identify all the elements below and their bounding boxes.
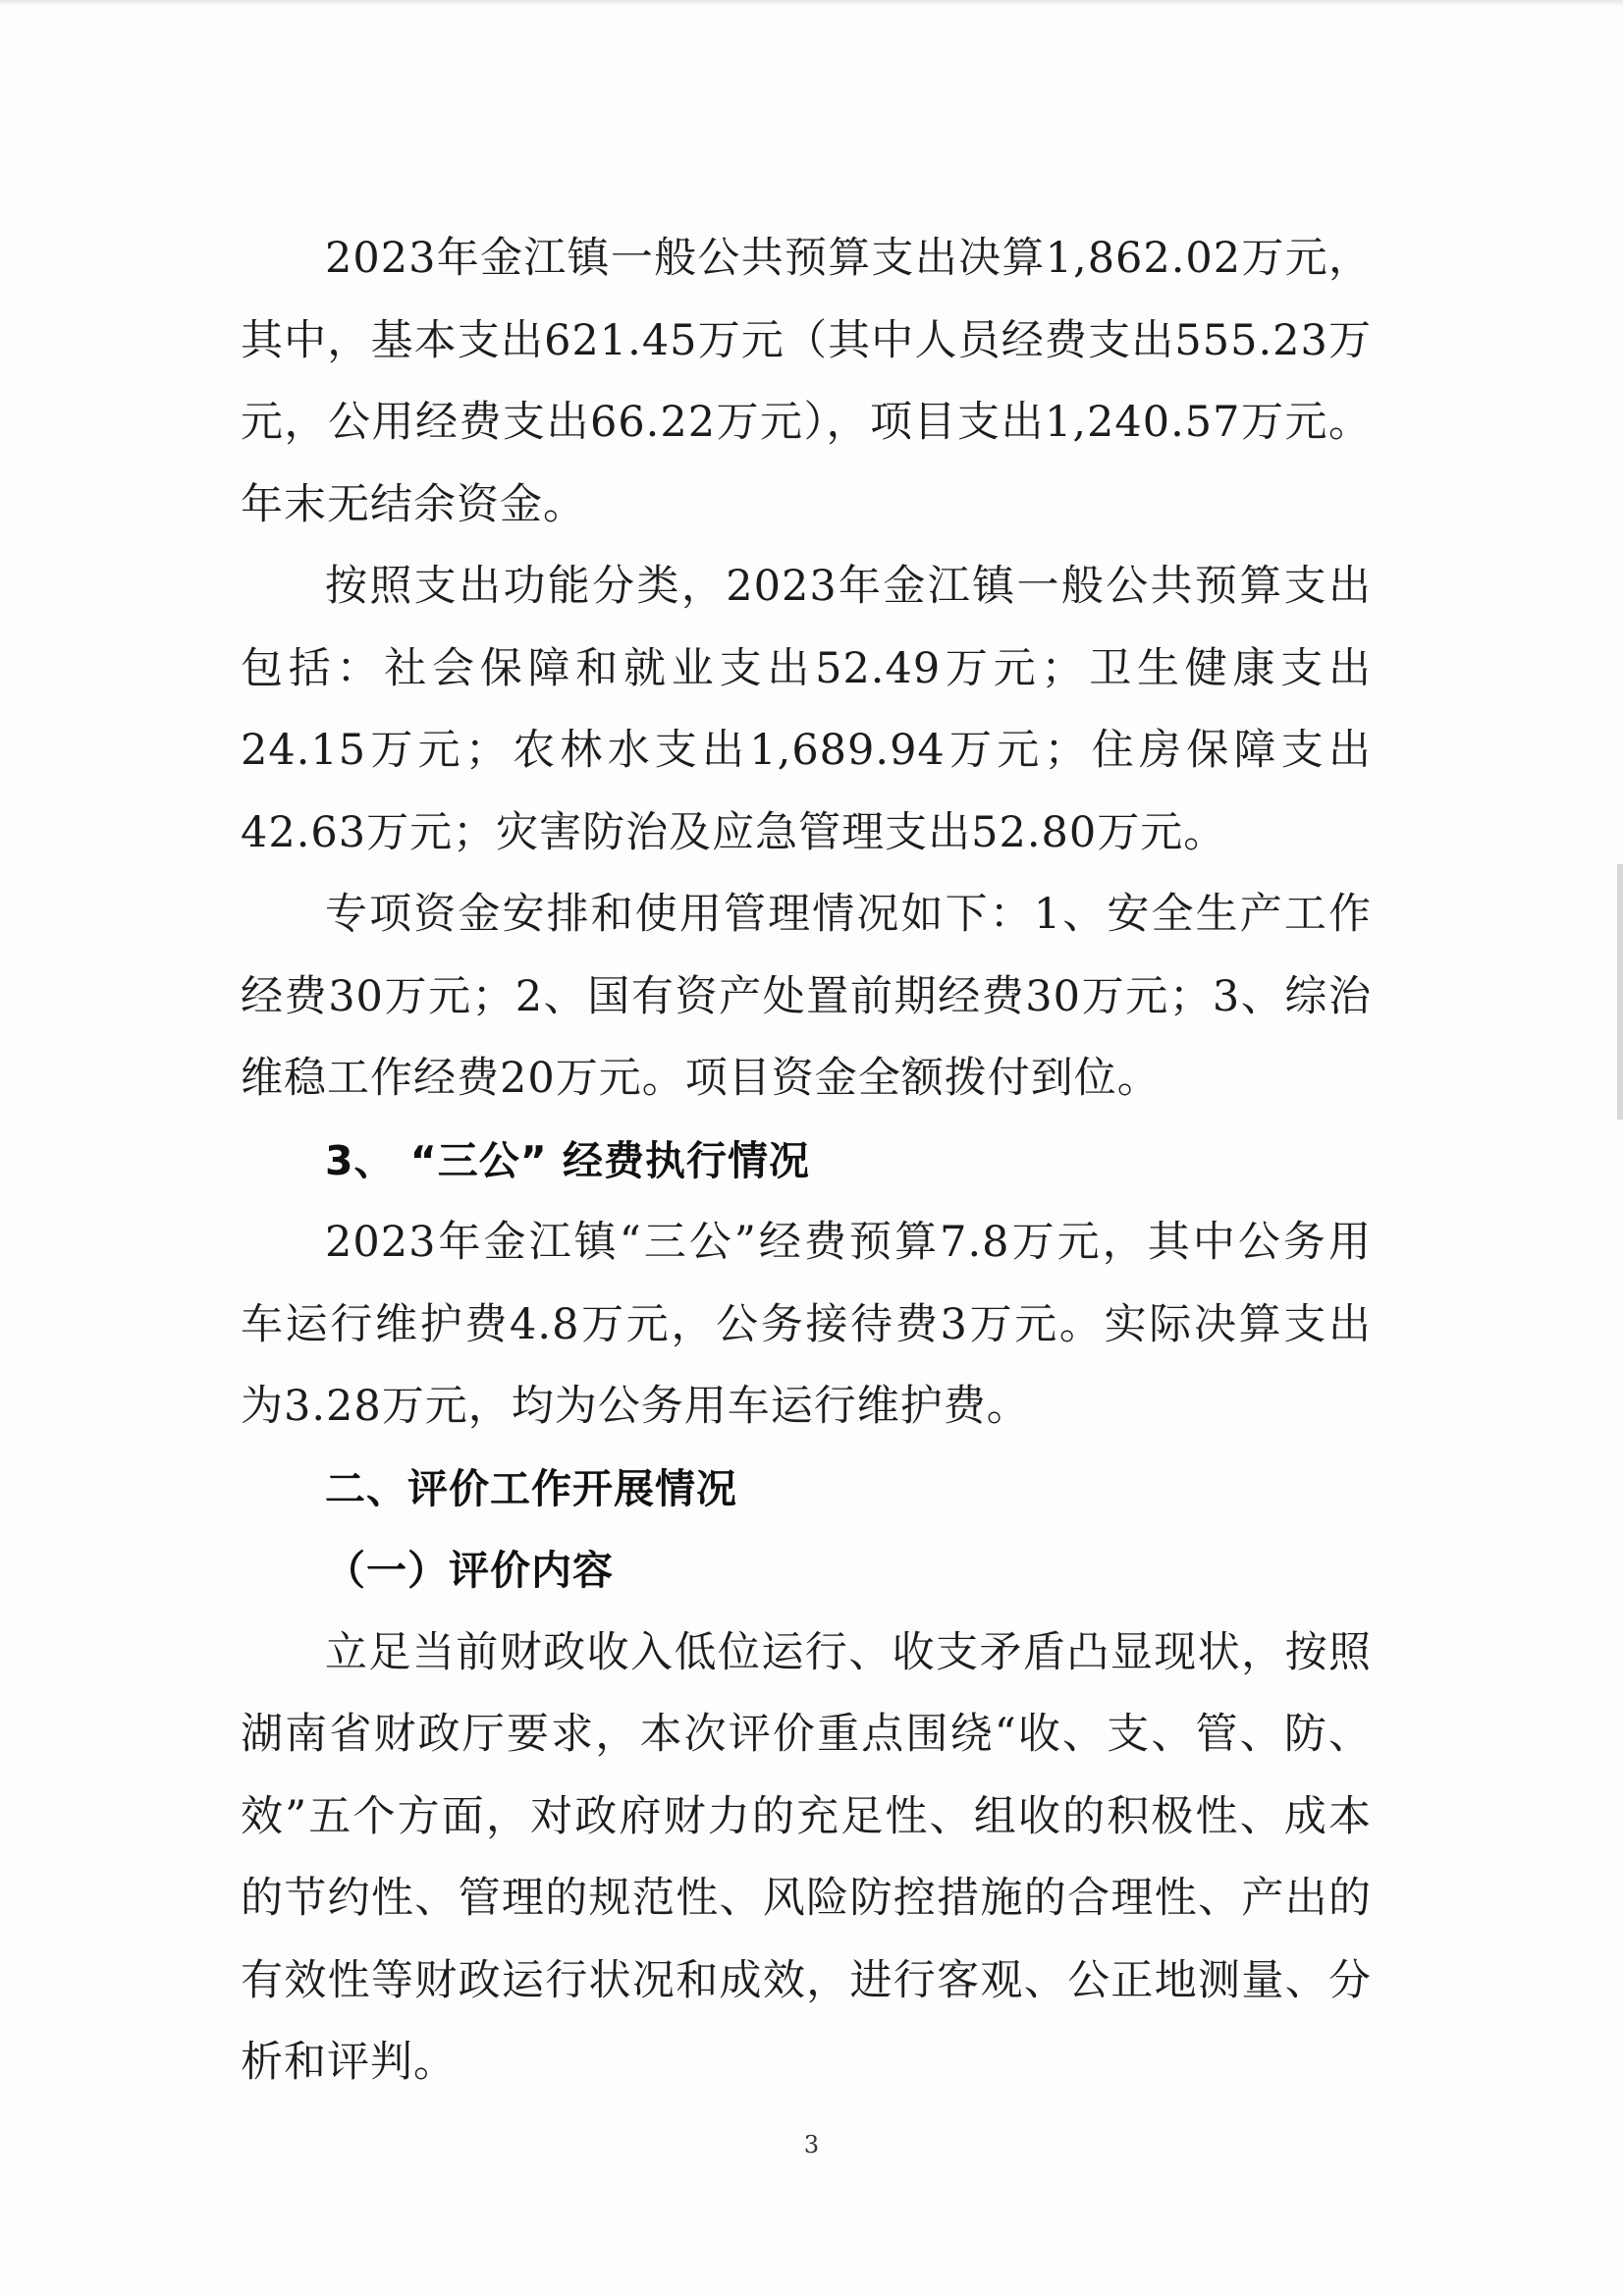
paragraph-budget-summary: 2023年金江镇一般公共预算支出决算1,862.02万元，其中，基本支出621.45万元（其中人员经费支出555.23万元，公用经费支出66.22万元），项目支出1,240.57万元。年末无结余资金。 bbox=[241, 234, 1372, 529]
paragraph-three-public-expenses: 2023年金江镇“三公”经费预算7.8万元，其中公务用车运行维护费4.8万元，公务接待费3万元。实际决算支出为3.28万元，均为公务用车运行维护费。 bbox=[241, 1218, 1372, 1431]
document-body bbox=[241, 218, 1372, 2105]
heading-evaluation-content: （一）评价内容 bbox=[325, 1547, 614, 1594]
page-number: 3 bbox=[803, 2131, 820, 2159]
scan-edge-right bbox=[1617, 864, 1623, 1120]
heading-evaluation-work: 二、评价工作开展情况 bbox=[325, 1464, 737, 1512]
paragraph-evaluation-content: 立足当前财政收入低位运行、收支矛盾凸显现状，按照湖南省财政厅要求，本次评价重点围绕“收、支、管、防、效”五个方面，对政府财力的充足性、组收的积极性、成本的节约性、管理的规范性、风险防控措施的合理性、产出的有效性等财政运行状况和成效，进行客观、公正地测量、分析和评判。 bbox=[241, 1627, 1372, 2087]
heading-three-public-expenses: 3、 “三公” 经费执行情况 bbox=[325, 1136, 810, 1184]
scan-edge bbox=[0, 0, 1623, 6]
paragraph-functional-classification: 按照支出功能分类，2023年金江镇一般公共预算支出包括：社会保障和就业支出52.49万元；卫生健康支出24.15万元；农林水支出1,689.94万元；住房保障支出42.63万元；灾害防治及应急管理支出52.80万元。 bbox=[241, 562, 1372, 857]
paragraph-special-funds: 专项资金安排和使用管理情况如下：1、安全生产工作经费30万元；2、国有资产处置前期经费30万元；3、综治维稳工作经费20万元。项目资金全额拨付到位。 bbox=[241, 890, 1372, 1103]
